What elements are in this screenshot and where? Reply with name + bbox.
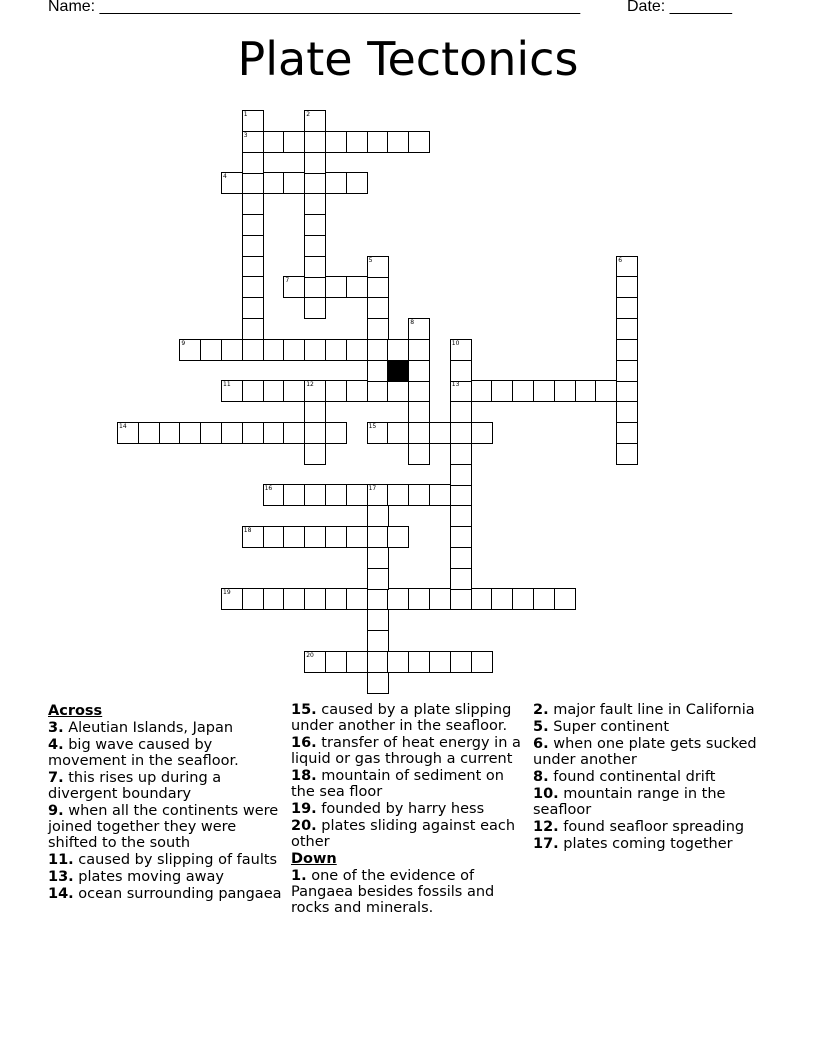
grid-cell[interactable] xyxy=(263,422,285,444)
grid-cell[interactable] xyxy=(450,505,472,527)
grid-cell[interactable] xyxy=(221,588,243,610)
grid-cell[interactable] xyxy=(533,588,555,610)
grid-cell[interactable] xyxy=(408,401,430,423)
cell-number: 3 xyxy=(243,131,248,139)
grid-cell[interactable] xyxy=(616,339,638,361)
clue-number: 20. xyxy=(291,818,317,834)
clue-number: 1. xyxy=(291,868,307,884)
grid-cell[interactable] xyxy=(616,360,638,382)
clue-number: 11. xyxy=(48,852,74,868)
grid-cell[interactable] xyxy=(221,339,243,361)
grid-cell[interactable] xyxy=(263,339,285,361)
grid-cell[interactable] xyxy=(367,256,389,278)
clue-number: 15. xyxy=(291,702,317,718)
grid-cell[interactable] xyxy=(387,484,409,506)
across-heading: Across xyxy=(48,703,103,719)
grid-cell[interactable] xyxy=(242,380,264,402)
clue-text: plates moving away xyxy=(78,869,225,885)
grid-cell[interactable] xyxy=(575,380,597,402)
grid-cell[interactable] xyxy=(325,172,347,194)
grid-cell[interactable] xyxy=(450,588,472,610)
grid-cell[interactable] xyxy=(304,297,326,319)
clue-across xyxy=(48,803,283,851)
clues-column-1 xyxy=(48,702,283,903)
clue-across xyxy=(291,702,521,734)
grid-cell[interactable] xyxy=(325,276,347,298)
clue-number: 9. xyxy=(48,803,64,819)
grid-cell[interactable] xyxy=(429,484,451,506)
grid-cell[interactable] xyxy=(242,588,264,610)
grid-cell[interactable] xyxy=(242,318,264,340)
clue-across xyxy=(291,768,521,800)
grid-cell[interactable] xyxy=(283,526,305,548)
grid-cell[interactable] xyxy=(616,318,638,340)
clue-text: founded by harry hess xyxy=(321,801,485,817)
clue-number: 2. xyxy=(533,702,549,718)
name-field-label: Name: ______________________________________________________ xyxy=(48,0,581,15)
cell-number: 8 xyxy=(410,319,415,326)
clue-number: 14. xyxy=(48,886,74,902)
clue-number: 5. xyxy=(533,719,549,735)
grid-cell[interactable] xyxy=(325,651,347,673)
clue-down xyxy=(533,836,773,852)
grid-cell[interactable] xyxy=(304,339,326,361)
cell-number: 17 xyxy=(368,485,377,493)
clue-text: big wave caused by movement in the seafloor. xyxy=(48,737,239,769)
grid-cell[interactable] xyxy=(554,588,576,610)
grid-cell[interactable] xyxy=(512,588,534,610)
grid-cell[interactable] xyxy=(450,526,472,548)
grid-cell[interactable] xyxy=(325,588,347,610)
grid-cell[interactable] xyxy=(367,131,389,153)
clue-down xyxy=(533,786,773,818)
grid-cell[interactable] xyxy=(408,651,430,673)
clue-down xyxy=(291,868,521,916)
grid-cell[interactable] xyxy=(304,651,326,673)
clue-text: major fault line in California xyxy=(553,702,755,718)
grid-cell[interactable] xyxy=(367,339,389,361)
grid-cell[interactable] xyxy=(221,422,243,444)
clue-text: ocean surrounding pangaea xyxy=(78,886,282,902)
grid-cell[interactable] xyxy=(304,131,326,153)
grid-cell[interactable] xyxy=(408,380,430,402)
grid-cell[interactable] xyxy=(221,380,243,402)
clue-number: 4. xyxy=(48,737,64,753)
grid-cell[interactable] xyxy=(450,651,472,673)
grid-cell[interactable] xyxy=(616,297,638,319)
grid-cell[interactable] xyxy=(346,380,368,402)
grid-cell[interactable] xyxy=(263,172,285,194)
cell-number: 4 xyxy=(223,173,227,181)
grid-cell[interactable] xyxy=(450,568,472,590)
cell-number: 7 xyxy=(285,277,290,285)
grid-cell[interactable] xyxy=(179,339,201,361)
clue-text: when one plate gets sucked under another xyxy=(533,736,757,768)
grid-cell[interactable] xyxy=(200,339,222,361)
clue-number: 7. xyxy=(48,770,64,786)
grid-cell[interactable] xyxy=(242,235,264,257)
grid-cell[interactable] xyxy=(429,588,451,610)
grid-cell[interactable] xyxy=(242,422,264,444)
grid-cell[interactable] xyxy=(408,588,430,610)
grid-cell[interactable] xyxy=(304,422,326,444)
clues-column-3 xyxy=(533,702,773,853)
grid-cell[interactable] xyxy=(533,380,555,402)
grid-cell[interactable] xyxy=(304,172,326,194)
page-title: Plate Tectonics xyxy=(237,32,579,86)
grid-cell[interactable] xyxy=(283,484,305,506)
grid-cell[interactable] xyxy=(325,526,347,548)
grid-cell[interactable] xyxy=(450,464,472,486)
date-field-label: Date: _______ xyxy=(627,0,732,15)
grid-cell[interactable] xyxy=(346,276,368,298)
clue-text: found continental drift xyxy=(553,769,716,785)
grid-cell[interactable] xyxy=(200,422,222,444)
grid-cell[interactable] xyxy=(283,172,305,194)
grid-cell[interactable] xyxy=(616,256,638,278)
grid-cell[interactable] xyxy=(304,588,326,610)
clue-down xyxy=(533,819,773,835)
clue-across xyxy=(48,869,283,885)
grid-cell[interactable] xyxy=(450,443,472,465)
grid-cell[interactable] xyxy=(450,547,472,569)
grid-cell[interactable] xyxy=(408,443,430,465)
grid-cell[interactable] xyxy=(242,193,264,215)
clue-across xyxy=(291,818,521,850)
grid-cell[interactable] xyxy=(263,131,285,153)
grid-cell[interactable] xyxy=(450,339,472,361)
grid-cell[interactable] xyxy=(179,422,201,444)
cell-number: 11 xyxy=(223,381,231,389)
grid-cell[interactable] xyxy=(367,505,389,527)
grid-cell[interactable] xyxy=(346,172,368,194)
grid-cell[interactable] xyxy=(387,651,409,673)
grid-cell[interactable] xyxy=(263,484,285,506)
cell-number: 16 xyxy=(264,485,273,493)
grid-cell[interactable] xyxy=(117,422,139,444)
grid-cell[interactable] xyxy=(450,360,472,382)
grid-cell[interactable] xyxy=(304,526,326,548)
grid-cell[interactable] xyxy=(595,380,617,402)
clues-column-2 xyxy=(291,702,521,917)
grid-cell[interactable] xyxy=(367,588,389,610)
grid-cell[interactable] xyxy=(471,651,493,673)
grid-cell[interactable] xyxy=(346,131,368,153)
grid-cell[interactable] xyxy=(408,422,430,444)
grid-cell[interactable] xyxy=(325,380,347,402)
grid-cell[interactable] xyxy=(304,380,326,402)
cell-number: 18 xyxy=(243,527,252,534)
grid-cell[interactable] xyxy=(471,588,493,610)
grid-cell[interactable] xyxy=(242,256,264,278)
grid-cell[interactable] xyxy=(450,484,472,506)
cell-number: 1 xyxy=(243,111,248,118)
grid-cell[interactable] xyxy=(304,235,326,257)
grid-cell[interactable] xyxy=(367,276,389,298)
grid-cell[interactable] xyxy=(387,131,409,153)
grid-cell[interactable] xyxy=(408,360,430,382)
grid-cell[interactable] xyxy=(471,380,493,402)
clue-number: 18. xyxy=(291,768,317,784)
clue-text: caused by a plate slipping under another in the seafloor. xyxy=(291,702,512,734)
grid-cell[interactable] xyxy=(304,152,326,174)
grid-cell[interactable] xyxy=(367,526,389,548)
clue-across xyxy=(48,886,283,902)
grid-cell[interactable] xyxy=(325,339,347,361)
clue-across xyxy=(291,735,521,767)
grid-cell[interactable] xyxy=(367,360,389,382)
grid-cell[interactable] xyxy=(616,380,638,402)
clue-down xyxy=(533,702,773,718)
grid-cell[interactable] xyxy=(408,339,430,361)
clue-text: this rises up during a divergent boundary xyxy=(48,770,222,802)
cell-number: 19 xyxy=(223,589,231,597)
clue-text: mountain of sediment on the sea floor xyxy=(291,768,504,800)
black-cell xyxy=(387,360,409,382)
grid-cell[interactable] xyxy=(304,214,326,236)
grid-cell[interactable] xyxy=(263,588,285,610)
grid-cell[interactable] xyxy=(408,318,430,340)
grid-cell[interactable] xyxy=(367,484,389,506)
grid-cell[interactable] xyxy=(242,526,264,548)
clue-number: 6. xyxy=(533,736,549,752)
cell-number: 20 xyxy=(306,651,314,659)
clue-down xyxy=(533,719,773,735)
grid-cell[interactable] xyxy=(408,131,430,153)
grid-cell[interactable] xyxy=(242,131,264,153)
grid-cell[interactable] xyxy=(450,401,472,423)
grid-cell[interactable] xyxy=(367,380,389,402)
cell-number: 2 xyxy=(306,111,311,118)
grid-cell[interactable] xyxy=(450,422,472,444)
grid-cell[interactable] xyxy=(283,276,305,298)
clue-across xyxy=(48,852,283,868)
grid-cell[interactable] xyxy=(491,380,513,402)
grid-cell[interactable] xyxy=(616,443,638,465)
grid-cell[interactable] xyxy=(387,422,409,444)
grid-cell[interactable] xyxy=(283,131,305,153)
clue-number: 8. xyxy=(533,769,549,785)
clue-text: found seafloor spreading xyxy=(563,819,745,835)
clue-text: transfer of heat energy in a liquid or gas through a current xyxy=(291,735,521,767)
grid-cell[interactable] xyxy=(367,672,389,694)
clue-number: 17. xyxy=(533,836,559,852)
grid-cell[interactable] xyxy=(138,422,160,444)
down-heading: Down xyxy=(291,851,337,867)
grid-cell[interactable] xyxy=(387,588,409,610)
clue-down xyxy=(533,769,773,785)
grid-cell[interactable] xyxy=(387,380,409,402)
clue-text: caused by slipping of faults xyxy=(78,852,278,868)
grid-cell[interactable] xyxy=(554,380,576,402)
grid-cell[interactable] xyxy=(283,380,305,402)
clue-text: Super continent xyxy=(553,719,670,735)
grid-cell[interactable] xyxy=(367,609,389,631)
cell-number: 6 xyxy=(618,256,623,264)
grid-cell[interactable] xyxy=(346,588,368,610)
clue-number: 3. xyxy=(48,720,64,736)
grid-cell[interactable] xyxy=(325,131,347,153)
clue-text: one of the evidence of Pangaea besides fossils and rocks and minerals. xyxy=(291,868,495,916)
clue-across xyxy=(48,770,283,802)
cell-number: 12 xyxy=(306,381,314,389)
grid-cell[interactable] xyxy=(471,422,493,444)
clue-text: mountain range in the seafloor xyxy=(533,786,726,818)
grid-cell[interactable] xyxy=(304,443,326,465)
cell-number: 13 xyxy=(451,381,460,389)
grid-cell[interactable] xyxy=(242,339,264,361)
grid-cell[interactable] xyxy=(304,276,326,298)
clue-number: 10. xyxy=(533,786,559,802)
grid-cell[interactable] xyxy=(242,276,264,298)
grid-cell[interactable] xyxy=(221,172,243,194)
grid-cell[interactable] xyxy=(367,318,389,340)
grid-cell[interactable] xyxy=(325,422,347,444)
grid-cell[interactable] xyxy=(429,651,451,673)
clue-across xyxy=(48,737,283,769)
grid-cell[interactable] xyxy=(367,547,389,569)
cell-number: 9 xyxy=(181,339,186,347)
grid-cell[interactable] xyxy=(263,380,285,402)
grid-cell[interactable] xyxy=(304,484,326,506)
cell-number: 10 xyxy=(451,339,460,347)
clue-text: when all the continents were joined together they were shifted to the south xyxy=(48,803,279,851)
grid-cell[interactable] xyxy=(159,422,181,444)
grid-cell[interactable] xyxy=(450,380,472,402)
clue-number: 12. xyxy=(533,819,559,835)
grid-cell[interactable] xyxy=(491,588,513,610)
grid-cell[interactable] xyxy=(367,422,389,444)
grid-cell[interactable] xyxy=(387,339,409,361)
grid-cell[interactable] xyxy=(304,110,326,132)
cell-number: 5 xyxy=(368,256,373,264)
grid-cell[interactable] xyxy=(387,526,409,548)
grid-cell[interactable] xyxy=(616,401,638,423)
grid-cell[interactable] xyxy=(242,297,264,319)
grid-cell[interactable] xyxy=(346,526,368,548)
grid-cell[interactable] xyxy=(408,484,430,506)
clue-number: 13. xyxy=(48,869,74,885)
grid-cell[interactable] xyxy=(304,256,326,278)
clue-number: 19. xyxy=(291,801,317,817)
grid-cell[interactable] xyxy=(283,422,305,444)
grid-cell[interactable] xyxy=(283,339,305,361)
clue-down xyxy=(533,736,773,768)
grid-cell[interactable] xyxy=(346,339,368,361)
cell-number: 15 xyxy=(368,423,377,430)
grid-cell[interactable] xyxy=(242,152,264,174)
grid-cell[interactable] xyxy=(367,651,389,673)
grid-cell[interactable] xyxy=(346,484,368,506)
grid-cell[interactable] xyxy=(346,651,368,673)
grid-cell[interactable] xyxy=(616,276,638,298)
grid-cell[interactable] xyxy=(367,568,389,590)
clue-across xyxy=(48,720,283,736)
grid-cell[interactable] xyxy=(367,297,389,319)
grid-cell[interactable] xyxy=(304,193,326,215)
grid-cell[interactable] xyxy=(242,214,264,236)
grid-cell[interactable] xyxy=(512,380,534,402)
grid-cell[interactable] xyxy=(283,588,305,610)
grid-cell[interactable] xyxy=(242,172,264,194)
grid-cell[interactable] xyxy=(429,422,451,444)
grid-cell[interactable] xyxy=(367,630,389,652)
grid-cell[interactable] xyxy=(304,401,326,423)
grid-cell[interactable] xyxy=(325,484,347,506)
grid-cell[interactable] xyxy=(242,110,264,132)
clue-number: 16. xyxy=(291,735,317,751)
clue-text: Aleutian Islands, Japan xyxy=(68,720,234,736)
grid-cell[interactable] xyxy=(616,422,638,444)
grid-cell[interactable] xyxy=(263,526,285,548)
clue-text: plates sliding against each other xyxy=(291,818,516,850)
clue-across xyxy=(291,801,521,817)
clue-text: plates coming together xyxy=(563,836,733,852)
cell-number: 14 xyxy=(119,423,127,430)
